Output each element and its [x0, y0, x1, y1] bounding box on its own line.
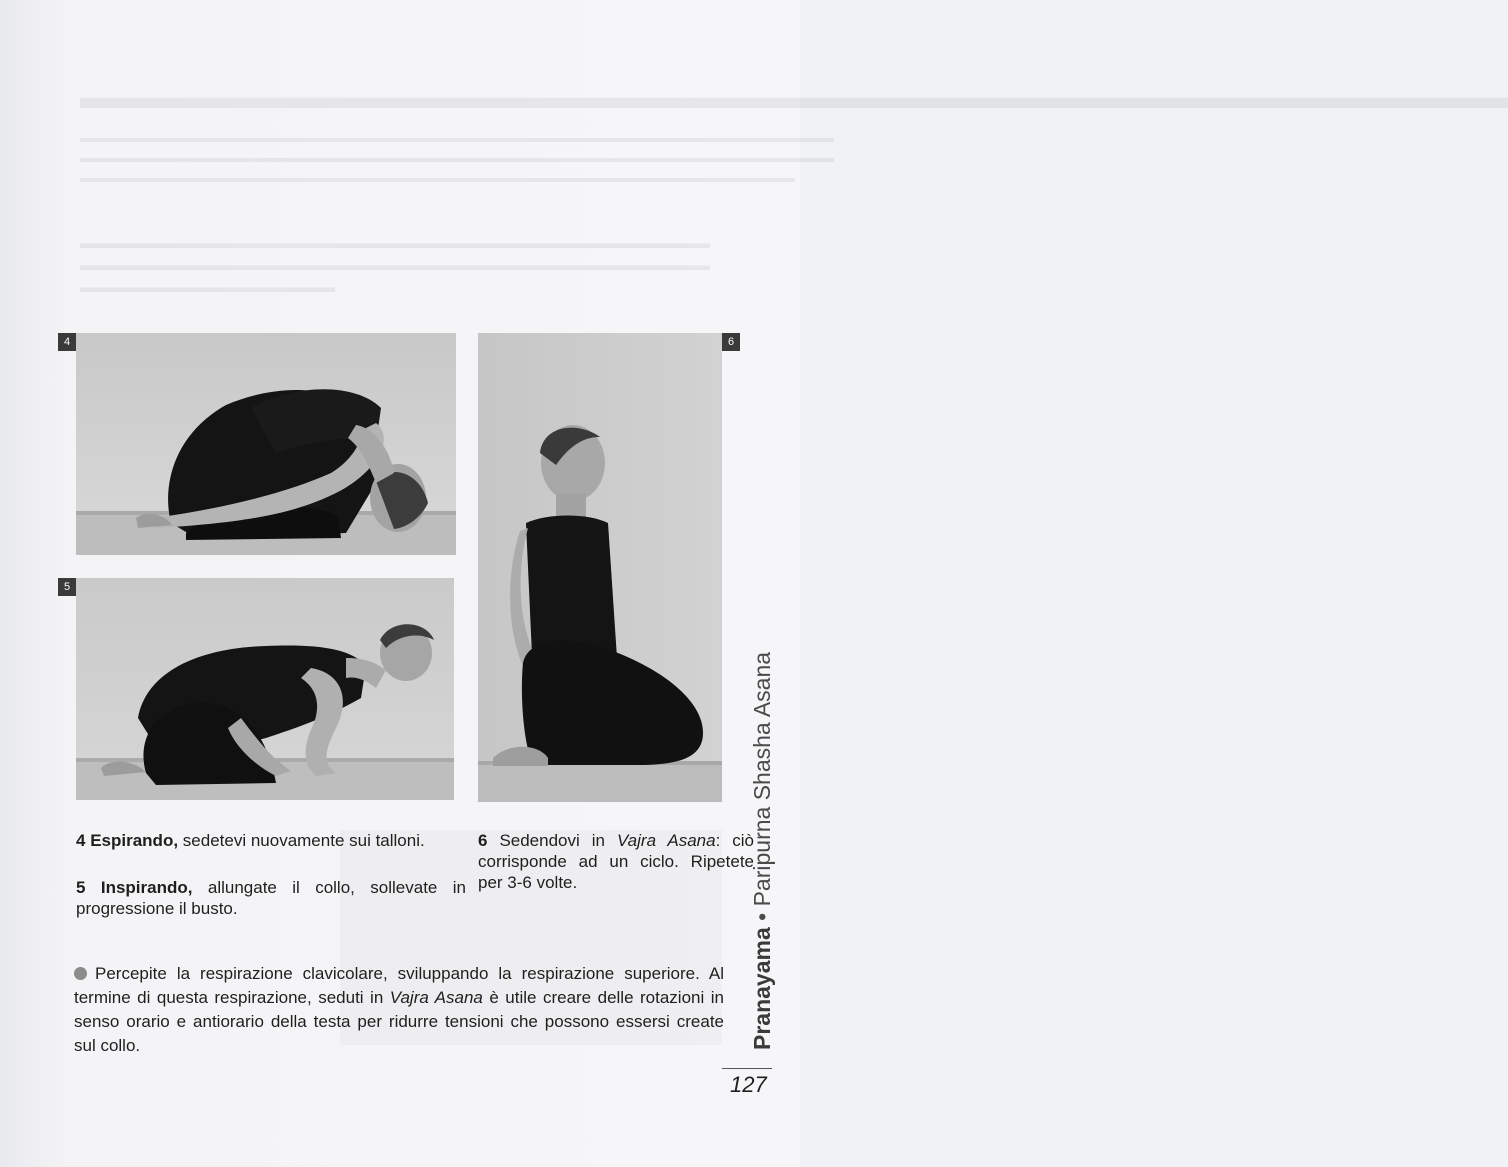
photo-4-illustration: [76, 333, 456, 555]
caption-6-post: : ciò corrisponde ad un ciclo. Ripetete per 3-6 volte.: [478, 831, 755, 892]
caption-5-number: 5: [76, 878, 86, 897]
page-number: 127: [730, 1072, 767, 1097]
photo-child-pose: [76, 333, 456, 555]
photo-5-illustration: [76, 578, 454, 800]
show-through-line: ▬▬▬▬▬▬▬▬▬▬▬▬▬▬▬▬▬: [80, 279, 335, 296]
caption-step-6: [478, 830, 754, 893]
photo-5-number-badge: 5: [58, 578, 76, 596]
note-text-part2: è utile creare delle rotazioni in senso orario e antiorario della testa per ridurre tensioni che possono essersi create sul collo.: [74, 988, 724, 1055]
photo-4-number-badge: 4: [58, 333, 76, 351]
caption-5-lead: Inspirando,: [100, 878, 193, 897]
chapter-side-label: [738, 605, 782, 1055]
side-label-section: Pranayama: [749, 927, 775, 1050]
photo-vajra-asana: [478, 333, 722, 802]
side-label-svg: [738, 605, 782, 1055]
show-through-line: ▬▬▬▬▬▬▬▬▬▬▬▬▬▬▬▬▬▬▬▬▬▬▬▬▬▬▬▬▬▬▬▬▬▬▬▬▬▬▬▬▬▬▬▬▬▬▬▬▬▬▬▬▬▬▬▬▬▬: [80, 130, 834, 145]
show-through-line: ▬▬▬▬▬▬▬▬▬▬▬▬▬▬▬▬▬▬▬▬▬▬▬▬▬▬▬▬▬▬▬▬▬▬▬▬▬▬▬▬▬▬▬▬▬▬▬▬▬▬▬▬▬▬▬: [80, 170, 795, 185]
caption-6-asana-name: Vajra Asana: [616, 831, 716, 850]
caption-6-pre: Sedendovi in: [487, 831, 617, 850]
caption-step-4: [76, 830, 466, 851]
show-through-title: ▬▬▬▬▬▬▬▬▬▬▬▬▬▬▬▬▬▬▬▬▬▬▬▬▬▬▬▬▬▬▬▬▬▬▬▬▬▬▬▬▬▬: [80, 78, 1508, 116]
caption-4-text: sedetevi nuovamente sui talloni.: [178, 831, 425, 850]
caption-step-5: [76, 877, 466, 919]
side-label-separator: •: [749, 906, 775, 928]
note-text-part1: Percepite la respirazione clavicolare, sviluppando la respirazione superiore. Al termine di questa respirazione, seduti in: [74, 964, 724, 1007]
note-asana-name: Vajra Asana: [389, 988, 483, 1007]
svg-text:Pranayama • Paripurna Shasha A: [749, 652, 775, 1050]
caption-4-number: 4: [76, 831, 86, 850]
caption-6-number: 6: [478, 831, 488, 850]
caption-4-lead: Espirando,: [90, 831, 179, 850]
page-number-rule: [722, 1068, 772, 1069]
note-paragraph: [74, 962, 724, 1058]
photo-neck-extension: [76, 578, 454, 800]
bullet-icon: [74, 967, 87, 980]
photo-6-number-badge: 6: [722, 333, 740, 351]
show-through-line: ▬▬▬▬▬▬▬▬▬▬▬▬▬▬▬▬▬▬▬▬▬▬▬▬▬▬▬▬▬▬▬▬▬▬▬▬▬▬▬▬▬▬: [80, 235, 710, 252]
show-through-line: ▬▬▬▬▬▬▬▬▬▬▬▬▬▬▬▬▬▬▬▬▬▬▬▬▬▬▬▬▬▬▬▬▬▬▬▬▬▬▬▬▬▬: [80, 257, 710, 274]
photo-6-illustration: [478, 333, 722, 802]
show-through-line: ▬▬▬▬▬▬▬▬▬▬▬▬▬▬▬▬▬▬▬▬▬▬▬▬▬▬▬▬▬▬▬▬▬▬▬▬▬▬▬▬▬▬▬▬▬▬▬▬▬▬▬▬▬▬▬▬▬▬: [80, 150, 834, 165]
side-label-title: Paripurna Shasha Asana: [749, 651, 775, 907]
caption-5-text: allungate il collo, sollevate in progressione il busto.: [76, 878, 466, 918]
